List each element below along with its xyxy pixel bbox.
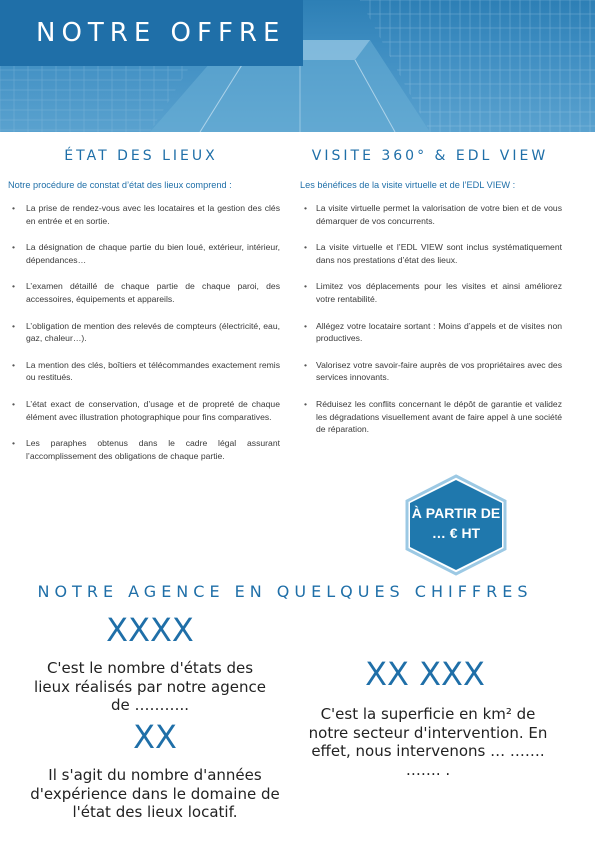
- section-title: VISITE 360° & EDL VIEW: [311, 148, 549, 164]
- section-title: ÉTAT DES LIEUX: [64, 148, 218, 164]
- stat-description: C'est la superficie en km² de notre secteur d'intervention. En effet, nous intervenons … ……. ……. .: [308, 705, 548, 779]
- list-item: • Valorisez votre savoir-faire auprès de vos propriétaires avec des services innovants.: [298, 359, 562, 384]
- stat-description: Il s'agit du nombre d'années d'expérience dans le domaine de l'état des lieux locatif.: [30, 766, 280, 821]
- list-item: • La désignation de chaque partie du bien loué, extérieur, intérieur, dépendances…: [8, 241, 280, 266]
- section-intro: Notre procédure de constat d’état des lieux comprend :: [8, 180, 232, 190]
- list-item: • L’examen détaillé de chaque partie de chaque paroi, des accessoires, équipements et appareils.: [8, 280, 280, 305]
- list-item: • Limitez vos déplacements pour les visites et ainsi améliorez votre rentabilité.: [298, 280, 562, 305]
- list-item: • Réduisez les conflits concernant le dépôt de garantie et validez les dégradations visuellement avant de faire appel à une société de réparation.: [298, 398, 562, 436]
- stat-value: XXXX: [106, 611, 194, 649]
- stat-value: XX: [133, 718, 177, 756]
- price-text: [397, 503, 515, 543]
- feature-list: [8, 202, 280, 462]
- page-title: NOTRE OFFRE: [0, 0, 303, 66]
- price-badge: [397, 470, 515, 580]
- list-item: • L’obligation de mention des relevés de compteurs (électricité, eau, gaz, chaleur…).: [8, 320, 280, 345]
- list-item: • Les paraphes obtenus dans le cadre légal assurant l’accomplissement des obligations de chaque partie.: [8, 437, 280, 462]
- header-banner: [0, 0, 595, 132]
- section-intro: Les bénéfices de la visite virtuelle et de l’EDL VIEW :: [300, 180, 516, 190]
- list-item: • La visite virtuelle et l’EDL VIEW sont inclus systématiquement dans nos prestations d’état des lieux.: [298, 241, 562, 266]
- visite-360-section: [298, 148, 562, 450]
- stat-description: C'est le nombre d'états des lieux réalisés par notre agence de ………..: [34, 659, 266, 714]
- price-value: … € HT: [431, 525, 481, 541]
- stat-value: XX XXX: [365, 655, 485, 693]
- price-label: À PARTIR DE: [411, 505, 501, 521]
- benefit-list: [298, 202, 562, 436]
- list-item: • Allégez votre locataire sortant : Moins d’appels et de visites non productives.: [298, 320, 562, 345]
- etat-des-lieux-section: [8, 148, 280, 476]
- agency-section-title: NOTRE AGENCE EN QUELQUES CHIFFRES: [37, 582, 533, 601]
- list-item: • L’état exact de conservation, d’usage et de propreté de chaque élément avec illustration photographique pour fins comparatives.: [8, 398, 280, 423]
- list-item: • La mention des clés, boîtiers et télécommandes exactement remis ou restitués.: [8, 359, 280, 384]
- list-item: • La visite virtuelle permet la valorisation de votre bien et de vous démarquer de vos concurrents.: [298, 202, 562, 227]
- list-item: • La prise de rendez-vous avec les locataires et la gestion des clés en entrée et en sortie.: [8, 202, 280, 227]
